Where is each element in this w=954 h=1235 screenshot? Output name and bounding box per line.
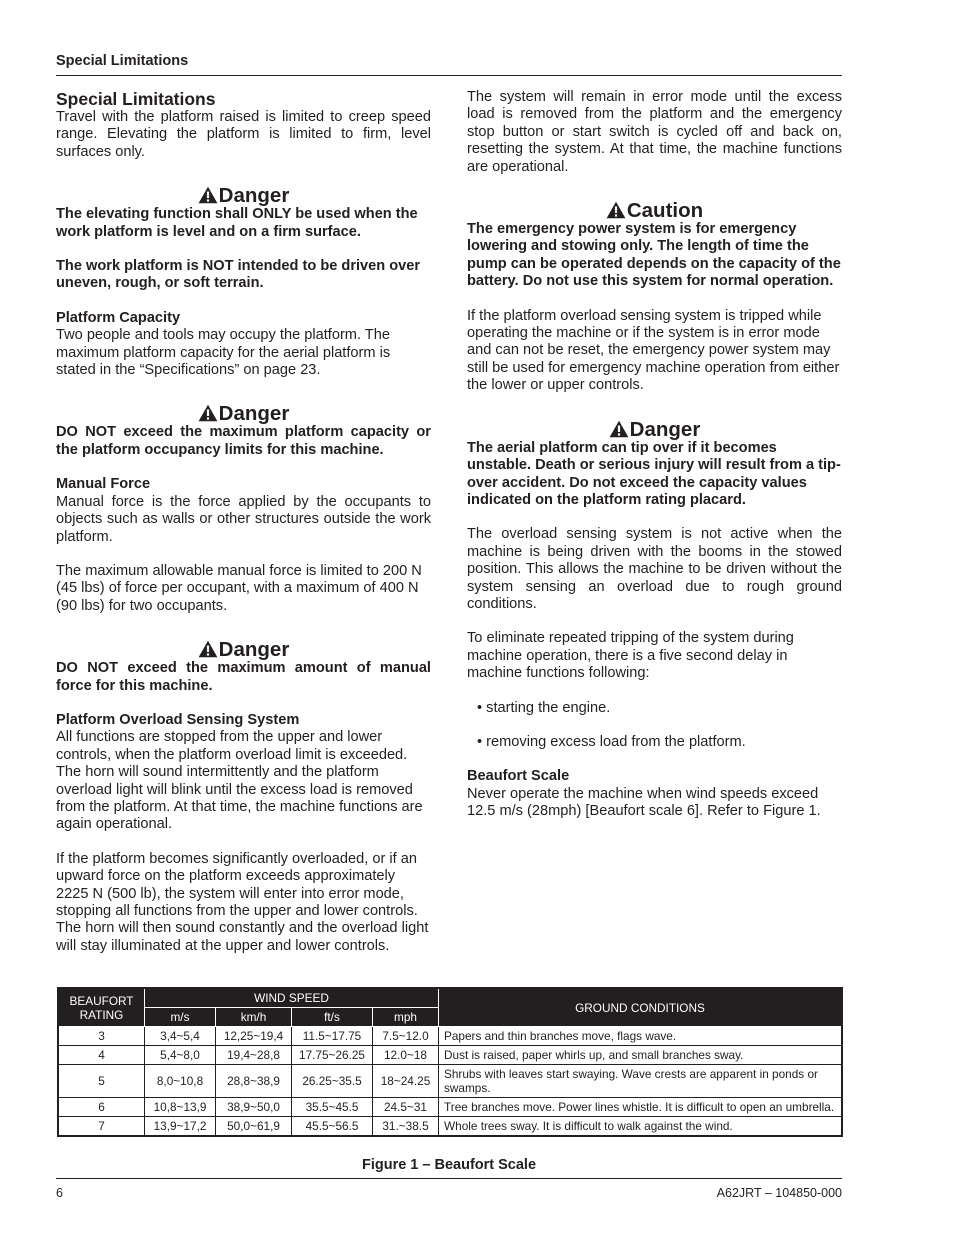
footer-rule <box>56 1178 842 1179</box>
running-header: Special Limitations <box>56 53 189 69</box>
cell-fts: 11.5~17.75 <box>292 1027 373 1046</box>
header-ms: m/s <box>145 1008 216 1027</box>
cell-ms: 8,0~10,8 <box>145 1065 216 1098</box>
header-fts: ft/s <box>292 1008 373 1027</box>
paragraph-error-mode: The system will remain in error mode until the excess load is removed from the platform and the emergency stop button or start switch is cycled off and back on, resetting the system. At that time, the machine functions are operational. <box>467 89 842 175</box>
header-beaufort-rating: BEAUFORT RATING <box>58 988 145 1027</box>
paragraph-platform-capacity: Two people and tools may occupy the platform. The maximum platform capacity for the aerial platform is stated in the “Specifications” on page 23. <box>56 327 391 379</box>
danger-text-2: DO NOT exceed the maximum platform capacity or the platform occupancy limits for this machine. <box>56 424 431 458</box>
cell-mph: 7.5~12.0 <box>373 1027 439 1046</box>
cell-ms: 13,9~17,2 <box>145 1117 216 1137</box>
paragraph-special-limitations: Travel with the platform raised is limited to creep speed range. Elevating the platform is limited to firm, level surfaces only. <box>56 109 431 160</box>
cell-fts: 17.75~26.25 <box>292 1046 373 1065</box>
paragraph-emergency-power: If the platform overload sensing system is tripped while operating the machine or if the system is in error mode and can not be reset, the emergency power system may still be used for emergency machine operation from either the lower or upper controls. <box>467 307 840 394</box>
cell-kmh: 19,4~28,8 <box>216 1046 292 1065</box>
header-rule <box>56 75 842 76</box>
danger-title-4: Danger <box>629 417 701 441</box>
warning-triangle-icon <box>198 640 218 658</box>
cell-ground: Whole trees sway. It is difficult to walk against the wind. <box>439 1117 843 1137</box>
warning-triangle-icon <box>198 404 218 422</box>
heading-beaufort-scale: Beaufort Scale <box>467 768 570 785</box>
warning-triangle-icon <box>606 201 626 219</box>
right-column <box>467 89 842 821</box>
caution-heading <box>467 200 842 221</box>
cell-mph: 12.0~18 <box>373 1046 439 1065</box>
cell-kmh: 38,9~50,0 <box>216 1098 292 1117</box>
caution-title: Caution <box>626 199 704 223</box>
cell-ground: Shrubs with leaves start swaying. Wave crests are apparent in ponds or swamps. <box>439 1065 843 1098</box>
table-row <box>58 1065 842 1098</box>
beaufort-table <box>57 987 843 1137</box>
paragraph-overload-1: All functions are stopped from the upper and lower controls, when the platform overload limit is exceeded. The horn will sound intermittently and the platform overload light will blink until the excess load is removed from the platform. At that time, the machine functions are again operational. <box>56 729 423 833</box>
danger-text-1a: The elevating function shall ONLY be used when the work platform is level and on a firm surface. <box>56 206 418 240</box>
cell-mph: 31.~38.5 <box>373 1117 439 1137</box>
paragraph-overload-2: If the platform becomes significantly overloaded, or if an upward force on the platform exceeds approximately 2225 N (500 lb), the system will enter into error mode, stopping all functions from the upper and lower controls. The horn will then sound constantly and the overload light will stay illuminated at the upper and lower controls. <box>56 850 429 954</box>
cell-fts: 45.5~56.5 <box>292 1117 373 1137</box>
danger-title-3: Danger <box>218 638 290 662</box>
paragraph-manual-force-1: Manual force is the force applied by the occupants to objects such as walls or other structures outside the work platform. <box>56 493 431 545</box>
header-ground-conditions: GROUND CONDITIONS <box>439 988 843 1027</box>
cell-rating: 3 <box>58 1027 145 1046</box>
cell-ground: Dust is raised, paper whirls up, and small branches sway. <box>439 1046 843 1065</box>
table-row <box>58 1027 842 1046</box>
warning-triangle-icon <box>609 420 629 438</box>
cell-fts: 35.5~45.5 <box>292 1098 373 1117</box>
cell-mph: 24.5~31 <box>373 1098 439 1117</box>
cell-ms: 10,8~13,9 <box>145 1098 216 1117</box>
heading-special-limitations: Special Limitations <box>56 89 216 109</box>
danger-title-2: Danger <box>218 402 290 426</box>
danger-title-1: Danger <box>218 184 290 208</box>
bullet-item-2: • removing excess load from the platform. <box>477 733 746 750</box>
danger-heading-4 <box>467 419 842 440</box>
page-number: 6 <box>56 1186 63 1200</box>
table-row <box>58 1046 842 1065</box>
cell-ms: 5,4~8,0 <box>145 1046 216 1065</box>
danger-heading-2 <box>56 403 431 424</box>
cell-ground: Tree branches move. Power lines whistle. It is difficult to open an umbrella. <box>439 1098 843 1117</box>
cell-rating: 4 <box>58 1046 145 1065</box>
cell-kmh: 12,25~19,4 <box>216 1027 292 1046</box>
cell-kmh: 28,8~38,9 <box>216 1065 292 1098</box>
danger-text-3: DO NOT exceed the maximum amount of manual force for this machine. <box>56 660 431 694</box>
danger-text-4: The aerial platform can tip over if it becomes unstable. Death or serious injury will result from a tip-over accident. Do not exceed the capacity values indicated on the platform rating placard. <box>467 439 841 508</box>
header-wind-speed: WIND SPEED <box>145 988 439 1008</box>
heading-overload-sensing: Platform Overload Sensing System <box>56 711 300 728</box>
heading-manual-force: Manual Force <box>56 476 151 493</box>
header-mph: mph <box>373 1008 439 1027</box>
cell-ground: Papers and thin branches move, flags wave. <box>439 1027 843 1046</box>
paragraph-eliminate-tripping: To eliminate repeated tripping of the system during machine operation, there is a five second delay in machine functions following: <box>467 630 794 682</box>
cell-mph: 18~24.25 <box>373 1065 439 1098</box>
document-id: A62JRT – 104850-000 <box>716 1186 842 1200</box>
bullet-item-1: • starting the engine. <box>477 699 611 716</box>
figure-caption: Figure 1 – Beaufort Scale <box>361 1157 537 1173</box>
heading-platform-capacity: Platform Capacity <box>56 309 181 326</box>
header-kmh: km/h <box>216 1008 292 1027</box>
cell-rating: 6 <box>58 1098 145 1117</box>
table-row <box>58 1117 842 1137</box>
table-header-row <box>58 988 842 1008</box>
caution-text: The emergency power system is for emergency lowering and stowing only. The length of time the pump can be operated depends on the capacity of the battery. Do not use this system for normal operation. <box>467 221 841 290</box>
cell-ms: 3,4~5,4 <box>145 1027 216 1046</box>
cell-rating: 7 <box>58 1117 145 1137</box>
cell-rating: 5 <box>58 1065 145 1098</box>
left-column <box>56 89 431 955</box>
paragraph-manual-force-2: The maximum allowable manual force is limited to 200 N (45 lbs) of force per occupant, with a maximum of 400 N (90 lbs) for two occupants. <box>56 562 422 614</box>
warning-triangle-icon <box>198 186 218 204</box>
cell-fts: 26.25~35.5 <box>292 1065 373 1098</box>
cell-kmh: 50,0~61,9 <box>216 1117 292 1137</box>
paragraph-not-active: The overload sensing system is not active when the machine is being driven with the booms in the stowed position. This allows the machine to be driven without the system sensing an overload due to rough ground conditions. <box>467 526 842 612</box>
danger-heading-3 <box>56 639 431 660</box>
danger-text-1b: The work platform is NOT intended to be driven over uneven, rough, or soft terrain. <box>56 258 421 292</box>
table-row <box>58 1098 842 1117</box>
danger-heading-1 <box>56 185 431 206</box>
paragraph-beaufort-scale: Never operate the machine when wind speeds exceed 12.5 m/s (28mph) [Beaufort scale 6]. Refer to Figure 1. <box>467 785 821 820</box>
